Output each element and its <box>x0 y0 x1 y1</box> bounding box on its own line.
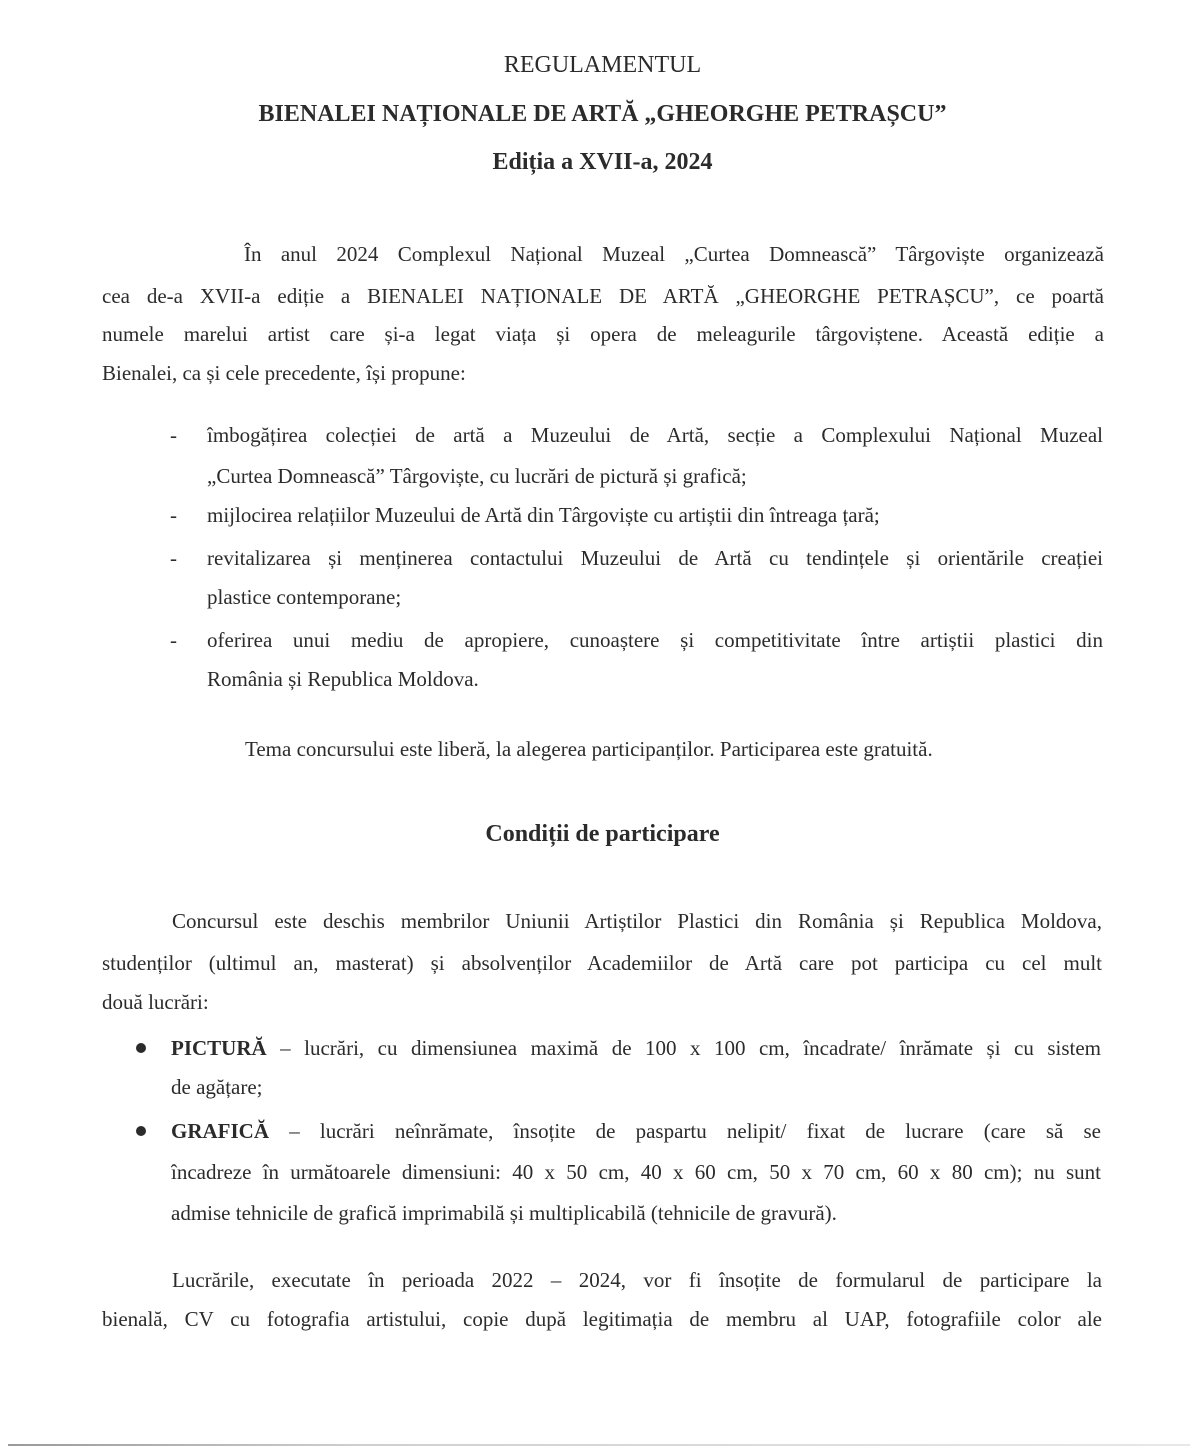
objective-line: „Curtea Domnească” Târgoviște, cu lucrări de pictură și grafică; <box>207 464 747 488</box>
category-label: GRAFICĂ <box>171 1119 269 1143</box>
category-line: de agățare; <box>171 1075 263 1099</box>
works-line-2: bienală, CV cu fotografia artistului, copie după legitimația de membru al UAP, fotografiile color ale <box>102 1307 1102 1331</box>
document-subtitle: BIENALEI NAȚIONALE DE ARTĂ „GHEORGHE PETRAȘCU” <box>258 101 947 127</box>
bullet-icon <box>136 1126 146 1136</box>
conditions-line-1: Concursul este deschis membrilor Uniunii Artiștilor Plastici din România și Republica Moldova, <box>172 909 1102 933</box>
objective-line: revitalizarea și menținerea contactului Muzeului de Artă cu tendințele și orientările creației <box>207 546 1103 570</box>
category-description: – lucrări neînrămate, însoțite de paspartu nelipit/ fixat de lucrare (care să se <box>289 1119 1101 1143</box>
objective-line: îmbogățirea colecției de artă a Muzeului de Artă, secție a Complexului Național Muzeal <box>207 423 1103 447</box>
conditions-line-3: două lucrări: <box>102 990 209 1014</box>
category-line: admise tehnicile de grafică imprimabilă și multiplicabilă (tehnicile de gravură). <box>171 1201 837 1225</box>
category-line: încadreze în următoarele dimensiuni: 40 x 50 cm, 40 x 60 cm, 50 x 70 cm, 60 x 80 cm); nu sunt <box>171 1160 1101 1184</box>
category-label: PICTURĂ <box>171 1036 267 1060</box>
category-line <box>171 1118 1101 1144</box>
document-title: REGULAMENTUL <box>503 52 702 78</box>
intro-line-1: În anul 2024 Complexul Național Muzeal „Curtea Domnească” Târgoviște organizează <box>244 242 1104 266</box>
dash-marker: - <box>170 628 177 652</box>
works-line-1: Lucrările, executate în perioada 2022 – 2024, vor fi însoțite de formularul de participare la <box>172 1268 1102 1292</box>
intro-line-2: cea de-a XVII-a ediție a BIENALEI NAȚIONALE DE ARTĂ „GHEORGHE PETRAȘCU”, ce poartă <box>102 284 1104 308</box>
category-line <box>171 1035 1101 1061</box>
objective-line: plastice contemporane; <box>207 585 402 609</box>
bullet-icon <box>136 1043 146 1053</box>
dash-marker: - <box>170 503 177 527</box>
category-description: – lucrări, cu dimensiunea maximă de 100 x 100 cm, încadrate/ înrămate și cu sistem <box>280 1036 1101 1060</box>
document-edition: Ediția a XVII-a, 2024 <box>492 149 713 175</box>
intro-line-4: Bienalei, ca și cele precedente, își propune: <box>102 361 466 385</box>
section-title-conditions: Condiții de participare <box>485 821 720 847</box>
theme-note: Tema concursului este liberă, la alegerea participanților. Participarea este gratuită. <box>245 737 933 761</box>
dash-marker: - <box>170 423 177 447</box>
dash-marker: - <box>170 546 177 570</box>
objective-line: mijlocirea relațiilor Muzeului de Artă din Târgoviște cu artiștii din întreaga țară; <box>207 503 880 527</box>
conditions-line-2: studenților (ultimul an, masterat) și absolvenților Academiilor de Artă care pot participa cu cel mult <box>102 951 1102 975</box>
objective-line: România și Republica Moldova. <box>207 667 479 691</box>
intro-line-3: numele marelui artist care și-a legat viața și opera de meleagurile târgoviștene. Această ediție a <box>102 322 1104 346</box>
objective-line: oferirea unui mediu de apropiere, cunoaștere și competitivitate între artiștii plastici din <box>207 628 1103 652</box>
page-edge-line <box>8 1444 1190 1446</box>
